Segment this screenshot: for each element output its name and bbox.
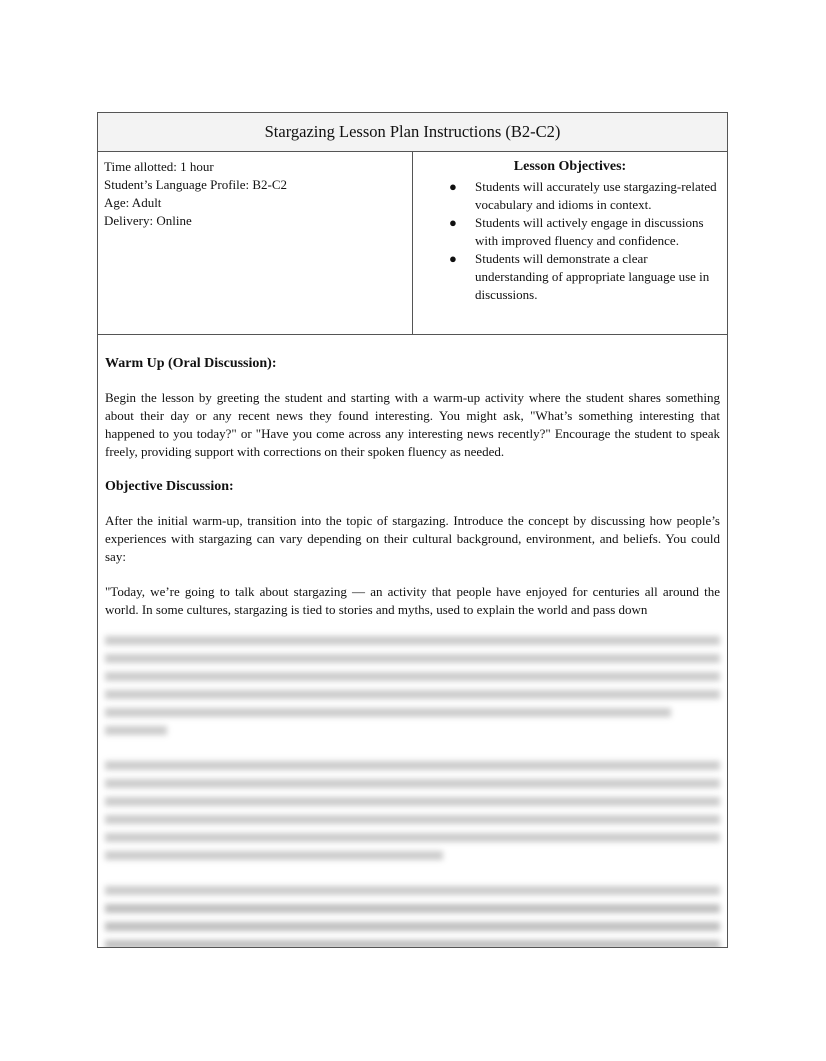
objective-item: ● Students will actively engage in discussions with improved fluency and confidence. bbox=[449, 215, 704, 248]
info-row bbox=[98, 152, 727, 335]
warmup-heading: Warm Up (Oral Discussion): bbox=[105, 356, 277, 371]
objective-item: ● Students will demonstrate a clear understanding of appropriate language use in discussions. bbox=[449, 251, 710, 302]
warmup-text: Begin the lesson by greeting the student and starting with a warm-up activity where the student shares something about their day or any recent news they found interesting. You might ask, "What’s something interesting that happened to you today?" or "Have you come across any interesting news recently?" Encourage the student to speak freely, providing support with corrections on their spoken fluency as needed. bbox=[105, 390, 720, 459]
bullet-icon: ● bbox=[449, 215, 457, 230]
bullet-icon: ● bbox=[449, 251, 457, 266]
objective-discussion-text: After the initial warm-up, transition into the topic of stargazing. Introduce the concept by discussing how people’s experiences with stargazing can vary depending on their cultural background, environment, and beliefs. You could say: bbox=[105, 513, 720, 564]
age: Age: Adult bbox=[104, 195, 162, 210]
lesson-body bbox=[98, 335, 727, 947]
blurred-preview-content bbox=[105, 636, 720, 947]
objectives-heading: Lesson Objectives: bbox=[513, 159, 627, 174]
delivery: Delivery: Online bbox=[104, 213, 192, 228]
objectives-list bbox=[421, 178, 719, 304]
objective-discussion-heading: Objective Discussion: bbox=[105, 479, 234, 494]
lesson-objectives bbox=[413, 152, 727, 334]
objective-discussion-quote: "Today, we’re going to talk about stargazing — an activity that people have enjoyed for centuries all around the world. In some cultures, stargazing is tied to stories and myths, used to explain the world and pass down bbox=[105, 584, 720, 617]
time-allotted: Time allotted: 1 hour bbox=[104, 159, 214, 174]
bullet-icon: ● bbox=[449, 179, 457, 194]
objective-item: ● Students will accurately use stargazing-related vocabulary and idioms in context. bbox=[449, 179, 717, 212]
lesson-plan-table bbox=[97, 112, 728, 948]
document-title: Stargazing Lesson Plan Instructions (B2-C2) bbox=[98, 113, 727, 152]
language-profile: Student’s Language Profile: B2-C2 bbox=[104, 177, 288, 192]
lesson-info bbox=[98, 152, 413, 334]
